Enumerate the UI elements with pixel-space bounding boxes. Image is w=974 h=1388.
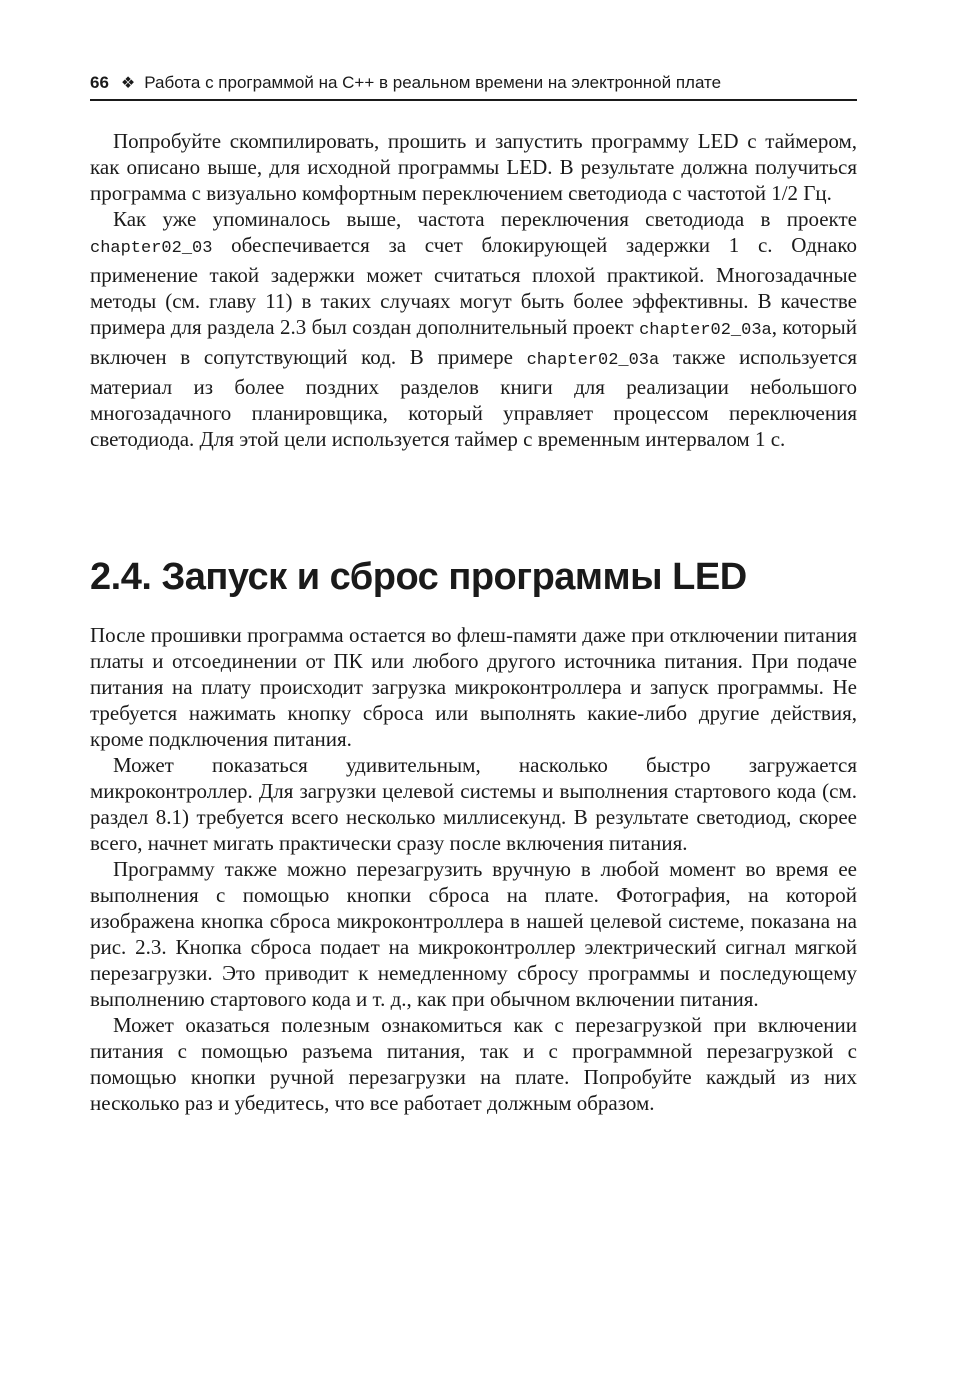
text-run: Как уже упоминалось выше, частота переключения светодиода в проекте	[113, 207, 857, 231]
paragraph: Программу также можно перезагрузить вручную в любой момент во время ее выполнения с помощью кнопки сброса на плате. Фотография, на которой изображена кнопка сброса микроконтроллера в нашей целевой системе, показана на рис. 2.3. Кнопка сброса подает на микроконтроллер электрический сигнал мягкой перезагрузки. Это приводит к немедленному сбросу программы и последующему выполнению стартового кода и т. д., как при обычном включении питания.	[90, 857, 857, 1011]
paragraph: Может показаться удивительным, насколько быстро загружается микроконтроллер. Для загрузки целевой системы и выполнения стартового кода (см. раздел 8.1) требуется всего несколько миллисекунд. В результате светодиод, скорее всего, начнет мигать практически сразу после включения питания.	[90, 753, 857, 855]
body-text-bottom	[90, 622, 857, 1116]
text-run: обеспечивается за счет блокирующей задержки 1 с. Однако применение такой задержки может считаться плохой практикой. Многозадачные методы (см. главу 11) в таких случаях могут быть более эффективны. В качестве примера для раздела 2.3 был создан дополнительный проект	[90, 233, 857, 339]
text-run: , который включен в сопутствующий код. В примере	[90, 315, 857, 369]
section-heading: 2.4. Запуск и сброс программы LED	[90, 556, 747, 598]
paragraph: После прошивки программа остается во флеш-памяти даже при отключении питания платы и отсоединении от ПК или любого другого источника питания. При подаче питания на плату происходит загрузка микроконтроллера и запуск программы. Не требуется нажимать кнопку сброса или выполнять какие-либо другие действия, кроме подключения питания.	[90, 623, 857, 751]
paragraph: Попробуйте скомпилировать, прошить и запустить программу LED с таймером, как описано выше, для исходной программы LED. В результате должна получиться программа с визуально комфортным переключением светодиода с частотой 1/2 Гц.	[90, 129, 857, 205]
ornament-icon: ❖	[120, 75, 136, 92]
text-run: также используется материал из более поздних разделов книги для реализации небольшого многозадачного планировщика, который управляет процессом переключения светодиода. Для этой цели используется таймер с временным интервалом 1 с.	[90, 345, 857, 451]
code-project-name: chapter02_03	[90, 239, 213, 258]
code-project-name: chapter02_03a	[639, 321, 772, 340]
page-number: 66	[90, 73, 109, 92]
paragraph: Может оказаться полезным ознакомиться как с перезагрузкой при включении питания с помощью разъема питания, так и с программной перезагрузкой с помощью кнопки ручной перезагрузки на плате. Попробуйте каждый из них несколько раз и убедитесь, что все работает должным образом.	[90, 1013, 857, 1115]
paragraph	[90, 206, 857, 452]
running-title: Работа с программой на C++ в реальном времени на электронной плате	[144, 73, 722, 92]
running-header	[90, 72, 857, 101]
body-text-top	[90, 128, 857, 452]
code-project-name: chapter02_03a	[526, 351, 660, 370]
